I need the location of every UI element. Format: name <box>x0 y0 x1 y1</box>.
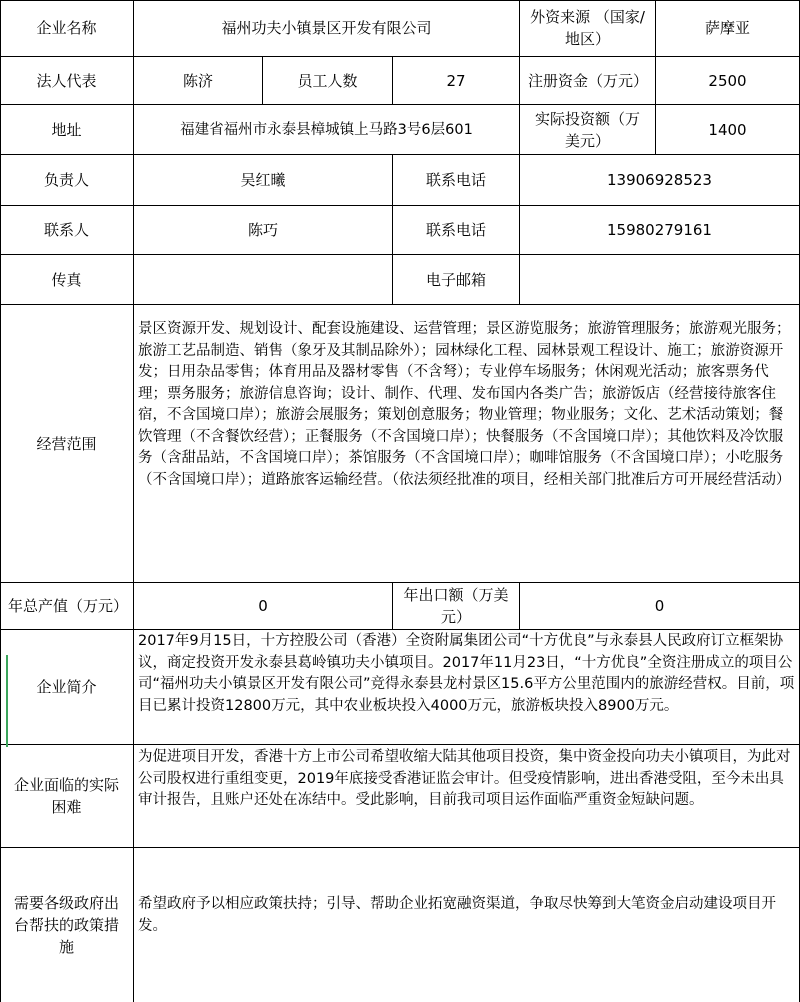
foreign-source-label: 外资来源 （国家/地区） <box>520 0 656 57</box>
profile-value[interactable]: 2017年9月15日，十方控股公司（香港）全资附属集团公司“十方优良”与永泰县人民政府订立框架协议，商定投资开发永泰县葛岭镇功夫小镇项目。2017年11月23日，“十方优良”全资注册成立的项目公司“福州功夫小镇景区开发有限公司”竞得永泰县龙村景区15.6平方公里范围内的旅游经营权。目前，项目已累计投资12800万元，其中农业板块投入4000万元，旅游板块投入8900万元。 <box>134 630 800 745</box>
registered-capital-value[interactable]: 2500 <box>656 57 800 105</box>
contact-phone-label: 联系电话 <box>393 206 520 255</box>
difficulty-label: 企业面临的实际困难 <box>0 745 134 848</box>
difficulty-value[interactable]: 为促进项目开发，香港十方上市公司希望收缩大陆其他项目投资，集中资金投向功夫小镇项目，为此对公司股权进行重组变更，2019年底接受香港证监会审计。但受疫情影响，进出香港受阻，至今未出具审计报告，且账户还处在冻结中。受此影响，目前我司项目运作面临严重资金短缺问题。 <box>134 745 800 848</box>
annual-output-value[interactable]: 0 <box>134 583 393 630</box>
address-label: 地址 <box>0 105 134 155</box>
support-value[interactable]: 希望政府予以相应政策扶持；引导、帮助企业拓宽融资渠道，争取尽快筹到大笔资金启动建设项目开发。 <box>134 848 800 1002</box>
actual-investment-label: 实际投资额（万美元） <box>520 105 656 155</box>
address-value[interactable]: 福建省福州市永泰县樟城镇上马路3号6层601 <box>134 105 520 155</box>
employees-label: 员工人数 <box>263 57 393 105</box>
foreign-source-value[interactable]: 萨摩亚 <box>656 0 800 57</box>
profile-label: 企业简介 <box>0 630 134 745</box>
employees-value[interactable]: 27 <box>393 57 520 105</box>
registered-capital-label: 注册资金（万元） <box>520 57 656 105</box>
scope-value[interactable]: 景区资源开发、规划设计、配套设施建设、运营管理；景区游览服务；旅游管理服务；旅游观光服务；旅游工艺品制造、销售（象牙及其制品除外）；园林绿化工程、园林景观工程设计、施工；旅游资源开发；日用杂品零售；体育用品及器材零售（不含弩）；专业停车场服务；休闲观光活动；旅客票务代理；票务服务；旅游信息咨询；设计、制作、代理、发布国内各类广告；旅游饭店（经营接待旅客住宿，不含国境口岸）；旅游会展服务；策划创意服务；物业管理；物业服务；文化、艺术活动策划；餐饮管理（不含餐饮经营）；正餐服务（不含国境口岸）；快餐服务（不含国境口岸）；其他饮料及冷饮服务（含甜品站，不含国境口岸）；茶馆服务（不含国境口岸）；咖啡馆服务（不含国境口岸）；小吃服务（不含国境口岸）；道路旅客运输经营。（依法须经批准的项目，经相关部门批准后方可开展经营活动） <box>134 305 800 583</box>
manager-phone-label: 联系电话 <box>393 155 520 206</box>
annual-output-label: 年总产值（万元） <box>0 583 134 630</box>
annual-export-value[interactable]: 0 <box>520 583 800 630</box>
fax-value[interactable] <box>134 255 393 305</box>
company-name-label: 企业名称 <box>0 0 134 57</box>
email-value[interactable] <box>520 255 800 305</box>
scope-label: 经营范围 <box>0 305 134 583</box>
manager-label: 负责人 <box>0 155 134 206</box>
legal-rep-label: 法人代表 <box>0 57 134 105</box>
contact-value[interactable]: 陈巧 <box>134 206 393 255</box>
contact-phone-value[interactable]: 15980279161 <box>520 206 800 255</box>
support-label: 需要各级政府出台帮扶的政策措施 <box>0 848 134 1002</box>
fax-label: 传真 <box>0 255 134 305</box>
company-name-value[interactable]: 福州功夫小镇景区开发有限公司 <box>134 0 520 57</box>
actual-investment-value[interactable]: 1400 <box>656 105 800 155</box>
row-selection-marker <box>6 655 8 747</box>
email-label: 电子邮箱 <box>393 255 520 305</box>
contact-label: 联系人 <box>0 206 134 255</box>
legal-rep-value[interactable]: 陈济 <box>134 57 263 105</box>
manager-phone-value[interactable]: 13906928523 <box>520 155 800 206</box>
manager-value[interactable]: 吴红曦 <box>134 155 393 206</box>
annual-export-label: 年出口额（万美元） <box>393 583 520 630</box>
